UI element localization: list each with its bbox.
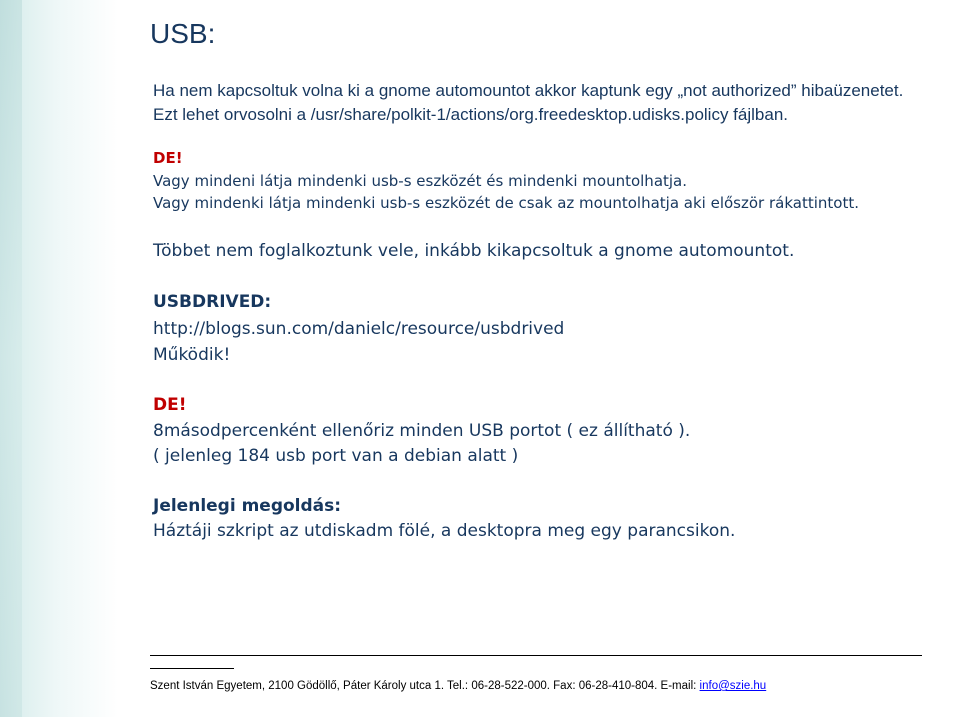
text-line-2: Ezt lehet orvosolni a /usr/share/polkit-1/actions/org.freedesktop.udisks.policy fájlban.	[153, 105, 788, 124]
side-decoration	[0, 0, 120, 717]
warning-label-2: DE!	[153, 395, 187, 415]
footer-divider	[150, 655, 922, 656]
solution-text: Háztáji szkript az utdiskadm fölé, a desktopra meg egy parancsikon.	[153, 521, 736, 541]
text-line-8: ( jelenleg 184 usb port van a debian alatt )	[153, 446, 519, 466]
usbdrived-url: http://blogs.sun.com/danielc/resource/usbdrived	[153, 319, 565, 339]
footer-divider-short	[150, 668, 234, 669]
footer-email-link[interactable]: info@szie.hu	[699, 680, 767, 692]
solution-heading: Jelenlegi megoldás:	[153, 496, 342, 516]
text-line-4: Vagy mindenki látja mindenki usb-s eszközét de csak az mountolhatja aki először rákattintott.	[153, 194, 859, 212]
usbdrived-heading: USBDRIVED:	[153, 292, 272, 312]
text-line-6: Működik!	[153, 345, 231, 365]
footer-address: Szent István Egyetem, 2100 Gödöllő, Páter Károly utca 1. Tel.: 06-28-522-000. Fax: 06-28-410-804. E-mail:	[150, 680, 700, 692]
text-line-5: Többet nem foglalkoztunk vele, inkább kikapcsoltuk a gnome automountot.	[153, 241, 795, 261]
slide-title: USB:	[150, 18, 216, 49]
footer	[150, 680, 766, 692]
text-line-1: Ha nem kapcsoltuk volna ki a gnome automountot akkor kaptunk egy „not authorized” hibaüzenetet.	[153, 81, 904, 100]
warning-label-1: DE!	[153, 149, 183, 167]
text-line-7: 8másodpercenként ellenőriz minden USB portot ( ez állítható ).	[153, 421, 691, 441]
text-line-3: Vagy mindeni látja mindenki usb-s eszközét és mindenki mountolhatja.	[153, 172, 688, 190]
